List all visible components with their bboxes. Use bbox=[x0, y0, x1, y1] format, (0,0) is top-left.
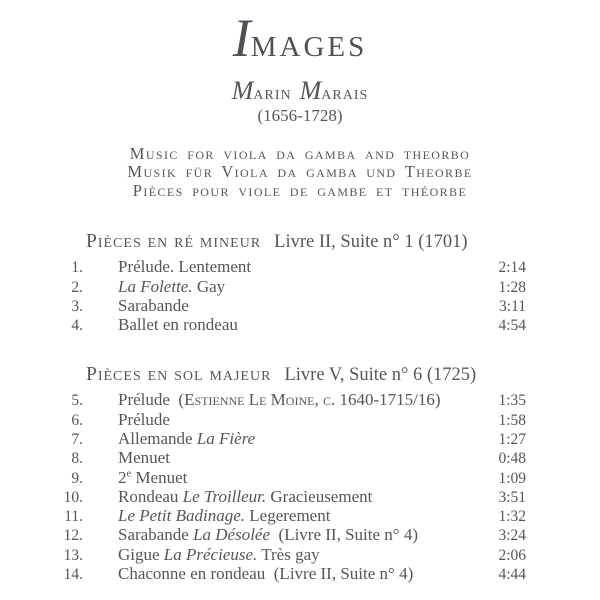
suite-heading bbox=[86, 228, 600, 254]
track-duration: 3:51 bbox=[498, 488, 526, 506]
track-number: 11. bbox=[64, 508, 83, 526]
track-title bbox=[118, 316, 482, 334]
track-duration: 2:14 bbox=[498, 259, 526, 277]
track-row bbox=[0, 411, 600, 430]
track-title bbox=[118, 488, 482, 506]
track-number: 12. bbox=[63, 527, 83, 545]
track-number: 7. bbox=[71, 431, 83, 448]
artist-last-initial: M bbox=[299, 76, 322, 105]
artist-last-name bbox=[299, 76, 369, 105]
subtitle-block bbox=[0, 145, 600, 200]
track-number: 1. bbox=[71, 259, 83, 277]
album-header bbox=[0, 0, 600, 200]
subtitle-german: Musik für Viola da gamba und Theorbe bbox=[127, 162, 473, 182]
track-title-text: Sarabande bbox=[118, 526, 194, 545]
track-duration: 1:28 bbox=[498, 278, 526, 296]
track-duration: 1:09 bbox=[498, 469, 526, 487]
track-title-text: Très gay bbox=[257, 545, 320, 564]
album-title bbox=[0, 8, 600, 69]
track-duration: 0:48 bbox=[498, 450, 526, 468]
track-title-italic: La Précieuse. bbox=[163, 545, 258, 564]
track-title-text: Legerement bbox=[245, 507, 331, 526]
track-number: 6. bbox=[71, 411, 83, 429]
track-number: 8. bbox=[71, 450, 83, 468]
track-row bbox=[0, 449, 600, 468]
track-list bbox=[0, 391, 600, 584]
track-row bbox=[0, 258, 600, 277]
track-duration: 2:06 bbox=[498, 546, 526, 564]
track-duration: 4:54 bbox=[498, 317, 526, 335]
track-title bbox=[118, 449, 482, 467]
suite-heading-key: Pièces en sol majeur bbox=[86, 364, 272, 386]
section-suite-sol-majeur bbox=[0, 361, 600, 584]
track-number: 4. bbox=[71, 317, 83, 335]
track-title-text: 1640-1715/16) bbox=[335, 391, 441, 410]
track-title bbox=[118, 565, 482, 583]
track-title-text: Menuet bbox=[131, 468, 188, 487]
track-title-text: Ballet en rondeau bbox=[118, 316, 238, 335]
track-title bbox=[118, 430, 482, 448]
track-title-text: Prélude. Lentement bbox=[118, 258, 252, 277]
artist-dates: (1656-1728) bbox=[257, 106, 343, 125]
track-title bbox=[118, 526, 482, 544]
track-row bbox=[0, 316, 600, 335]
suite-heading-key: Pièces en ré mineur bbox=[86, 231, 262, 253]
artist-last-rest: arais bbox=[321, 82, 369, 104]
track-title-text: Chaconne en rondeau (Livre II, Suite n° 4) bbox=[118, 565, 414, 584]
track-title-text: Sarabande bbox=[118, 296, 189, 315]
track-title-smallcaps: Estienne Le Moine, c. bbox=[184, 391, 336, 410]
track-title-text: Gracieusement bbox=[266, 487, 373, 506]
track-title-superscript: e bbox=[126, 468, 132, 479]
album-title-rest: mages bbox=[250, 20, 368, 66]
track-title bbox=[118, 297, 482, 315]
artist-first-name bbox=[231, 76, 292, 105]
track-duration: 1:27 bbox=[498, 431, 526, 448]
track-number: 13. bbox=[63, 546, 83, 564]
track-title-text: Gigue bbox=[118, 545, 164, 564]
track-number: 14. bbox=[63, 566, 83, 584]
track-title-text: (Livre II, Suite n° 4) bbox=[270, 526, 418, 545]
track-duration: 3:24 bbox=[498, 527, 526, 545]
track-title-italic: La Désolée bbox=[193, 526, 271, 545]
suite-heading-detail: Livre II, Suite n° 1 (1701) bbox=[274, 232, 468, 253]
track-list bbox=[0, 258, 600, 335]
track-title-italic: La Fière bbox=[196, 430, 256, 448]
track-number: 9. bbox=[71, 469, 83, 487]
track-title bbox=[118, 507, 482, 525]
track-title bbox=[118, 258, 482, 276]
track-title-text: 2 bbox=[118, 468, 127, 487]
track-title-italic: Le Petit Badinage. bbox=[118, 507, 246, 526]
track-row bbox=[0, 278, 600, 297]
track-duration: 4:44 bbox=[498, 566, 526, 584]
artist-first-initial: M bbox=[231, 76, 254, 105]
suite-heading-detail: Livre V, Suite n° 6 (1725) bbox=[284, 365, 477, 386]
track-title-italic: La Folette. bbox=[118, 277, 193, 296]
track-row bbox=[0, 565, 600, 584]
track-number: 10. bbox=[63, 488, 83, 506]
track-title-text: Gay bbox=[192, 277, 226, 296]
track-title bbox=[118, 391, 482, 409]
track-row bbox=[0, 469, 600, 488]
track-number: 3. bbox=[71, 297, 83, 315]
subtitle-english: Music for viola da gamba and theorbo bbox=[129, 144, 471, 163]
track-row bbox=[0, 430, 600, 449]
track-duration: 3:11 bbox=[499, 297, 526, 315]
track-number: 2. bbox=[71, 278, 83, 296]
track-title-text: Rondeau bbox=[118, 487, 183, 506]
artist-name bbox=[0, 76, 600, 105]
track-duration: 1:35 bbox=[498, 392, 526, 410]
track-title bbox=[118, 278, 482, 296]
track-title-text: Menuet bbox=[118, 449, 170, 468]
track-row bbox=[0, 507, 600, 526]
album-title-initial: I bbox=[232, 8, 251, 68]
subtitle-french: Pièces pour viole de gambe et théorbe bbox=[132, 180, 468, 200]
track-number: 5. bbox=[71, 392, 83, 410]
track-row bbox=[0, 546, 600, 565]
track-row bbox=[0, 488, 600, 507]
track-title bbox=[118, 546, 482, 564]
track-title-text: Prélude ( bbox=[118, 391, 185, 410]
track-duration: 1:32 bbox=[498, 508, 526, 526]
track-row bbox=[0, 526, 600, 545]
suite-heading bbox=[86, 361, 600, 387]
track-title bbox=[118, 411, 482, 429]
track-title-text: Allemande bbox=[118, 430, 197, 448]
track-row bbox=[0, 391, 600, 410]
track-title-italic: Le Troilleur. bbox=[182, 487, 267, 506]
artist-first-rest: arin bbox=[253, 82, 292, 104]
track-title-text: Prélude bbox=[118, 410, 170, 429]
section-suite-re-mineur bbox=[0, 228, 600, 335]
track-duration: 1:58 bbox=[498, 411, 526, 429]
track-title bbox=[118, 469, 482, 487]
track-row bbox=[0, 297, 600, 316]
